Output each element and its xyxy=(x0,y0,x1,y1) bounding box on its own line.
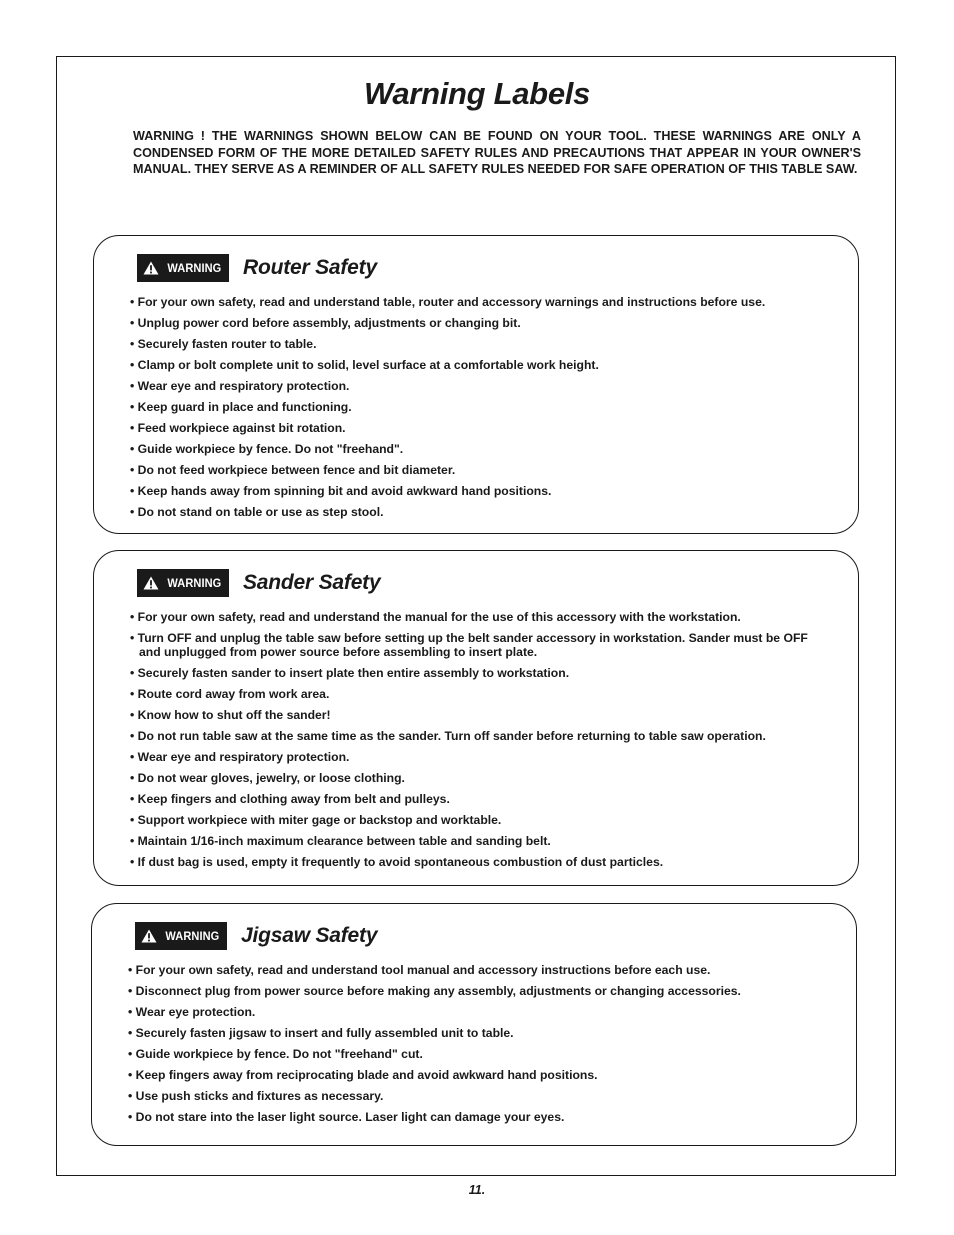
safety-item: • For your own safety, read and understand tool manual and accessory instructions before each use. xyxy=(128,963,826,977)
warning-badge-label: WARNING xyxy=(164,929,219,943)
page-number: 11. xyxy=(468,1183,486,1197)
warning-triangle-icon xyxy=(141,929,157,943)
router-safety-title: Router Safety xyxy=(243,256,377,279)
safety-item: • Keep hands away from spinning bit and avoid awkward hand positions. xyxy=(130,484,828,498)
intro-warning: WARNING ! THE WARNINGS SHOWN BELOW CAN BE FOUND ON YOUR TOOL. THESE WARNINGS ARE ONLY A CONDENSED FORM OF THE MORE DETAILED SAFETY RULES AND PRECAUTIONS THAT APPEAR IN YOUR OWNER'S MANUAL. THEY SERVE AS A REMINDER OF ALL SAFETY RULES NEEDED FOR SAFE OPERATION OF THIS TABLE SAW. xyxy=(133,129,861,176)
safety-item: • Know how to shut off the sander! xyxy=(130,708,828,722)
safety-item: • Support workpiece with miter gage or backstop and worktable. xyxy=(130,813,828,827)
safety-item: • Wear eye and respiratory protection. xyxy=(130,750,828,764)
warning-badge xyxy=(135,922,227,950)
safety-item: • Keep guard in place and functioning. xyxy=(130,400,828,414)
safety-item: • Disconnect plug from power source before making any assembly, adjustments or changing accessories. xyxy=(128,984,826,998)
sander-safety-title: Sander Safety xyxy=(243,571,381,594)
panel-header xyxy=(137,568,380,598)
safety-item: • Wear eye and respiratory protection. xyxy=(130,379,828,393)
safety-item: • Keep fingers away from reciprocating blade and avoid awkward hand positions. xyxy=(128,1068,826,1082)
safety-item: • Do not run table saw at the same time as the sander. Turn off sander before returning to table saw operation. xyxy=(130,729,828,743)
sander-safety-panel xyxy=(93,550,859,886)
jigsaw-safety-panel xyxy=(91,903,857,1146)
safety-item: • Do not feed workpiece between fence and bit diameter. xyxy=(130,463,828,477)
warning-badge xyxy=(137,254,229,282)
safety-item: • Securely fasten sander to insert plate then entire assembly to workstation. xyxy=(130,666,828,680)
warning-triangle-icon xyxy=(143,261,159,275)
safety-item: • Do not stand on table or use as step stool. xyxy=(130,505,828,519)
safety-item: • For your own safety, read and understand table, router and accessory warnings and instructions before use. xyxy=(130,295,828,309)
safety-item: • For your own safety, read and understand the manual for the use of this accessory with the workstation. xyxy=(130,610,828,624)
safety-item: • Do not stare into the laser light source. Laser light can damage your eyes. xyxy=(128,1110,826,1124)
safety-item: • Securely fasten router to table. xyxy=(130,337,828,351)
jigsaw-safety-list xyxy=(128,963,826,1131)
safety-item: • Unplug power cord before assembly, adjustments or changing bit. xyxy=(130,316,828,330)
panel-header xyxy=(137,253,377,283)
sander-safety-list xyxy=(130,610,828,876)
warning-badge xyxy=(137,569,229,597)
safety-item: • If dust bag is used, empty it frequently to avoid spontaneous combustion of dust particles. xyxy=(130,855,828,869)
warning-triangle-icon xyxy=(143,576,159,590)
jigsaw-safety-title: Jigsaw Safety xyxy=(241,924,378,947)
router-safety-list xyxy=(130,295,828,526)
safety-item: • Maintain 1/16-inch maximum clearance between table and sanding belt. xyxy=(130,834,828,848)
panel-header xyxy=(135,921,377,951)
warning-badge-label: WARNING xyxy=(166,576,221,590)
safety-item: • Securely fasten jigsaw to insert and fully assembled unit to table. xyxy=(128,1026,826,1040)
safety-item: • Use push sticks and fixtures as necessary. xyxy=(128,1089,826,1103)
safety-item: • Clamp or bolt complete unit to solid, level surface at a comfortable work height. xyxy=(130,358,828,372)
safety-item: • Do not wear gloves, jewelry, or loose clothing. xyxy=(130,771,828,785)
warning-badge-label: WARNING xyxy=(166,261,221,275)
safety-item: • Keep fingers and clothing away from belt and pulleys. xyxy=(130,792,828,806)
safety-item: • Wear eye protection. xyxy=(128,1005,826,1019)
safety-item: • Guide workpiece by fence. Do not "freehand" cut. xyxy=(128,1047,826,1061)
safety-item: • Turn OFF and unplug the table saw before setting up the belt sander accessory in workstation. Sander must be OFF and unplugged from power source before assembling to insert plate. xyxy=(130,631,828,659)
safety-item: • Feed workpiece against bit rotation. xyxy=(130,421,828,435)
safety-item: • Guide workpiece by fence. Do not "freehand". xyxy=(130,442,828,456)
router-safety-panel xyxy=(93,235,859,534)
safety-item: • Route cord away from work area. xyxy=(130,687,828,701)
page-title: Warning Labels xyxy=(363,76,591,111)
